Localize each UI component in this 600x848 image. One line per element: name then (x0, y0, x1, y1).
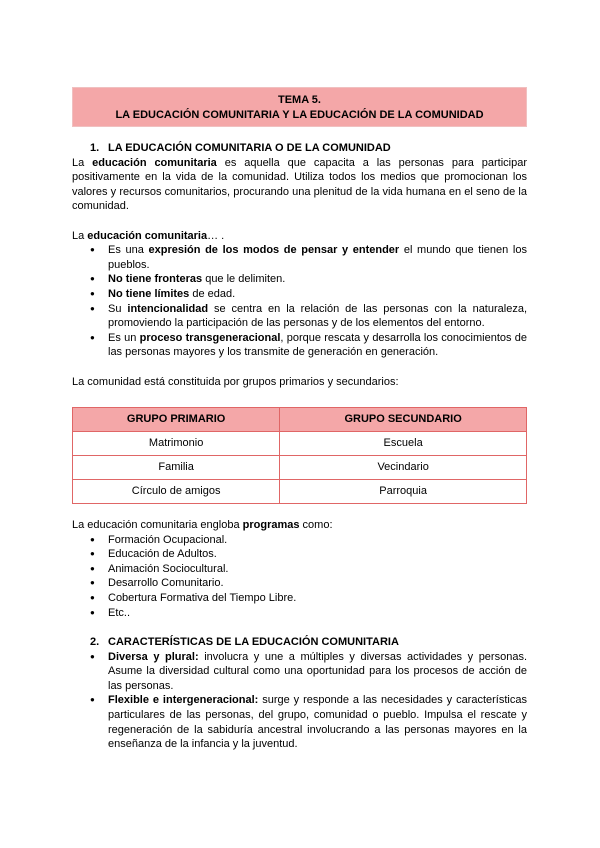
text: el mundo que tienen los pueblos. (108, 244, 527, 271)
groups-table (72, 407, 527, 504)
list-item (90, 693, 527, 751)
heading-text: CARACTERÍSTICAS DE LA EDUCACIÓN COMUNITARIA (108, 636, 399, 648)
heading-text: LA EDUCACIÓN COMUNITARIA O DE LA COMUNIDAD (108, 142, 391, 154)
list-item (90, 650, 527, 694)
programs-list (72, 533, 527, 621)
text: se centra en la relación de las personas con la naturaleza, promoviendo la participación de las personas y de los elementos del entorno. (108, 302, 527, 330)
list-item (90, 302, 527, 331)
list-item (90, 331, 527, 360)
list-item (90, 243, 527, 272)
list-item: ● Animación Sociocultural. (90, 562, 527, 577)
table-header-row (73, 408, 527, 432)
title-line-2: LA EDUCACIÓN COMUNITARIA Y LA EDUCACIÓN DE LA COMUNIDAD (115, 109, 484, 121)
text: , porque rescata y desarrolla los conocimientos de las personas mayores y los transmite de generación en generación. (108, 331, 528, 359)
cell: Vecindario (280, 456, 527, 480)
list-item: ● Etc.. (90, 606, 527, 621)
features-list (72, 650, 527, 752)
cell: Parroquia (280, 480, 527, 504)
text: de edad. (189, 287, 236, 300)
text: Es un (108, 331, 140, 344)
table-row (73, 480, 527, 504)
bold-term: No tiene límites (108, 287, 190, 300)
groups-table-wrap (72, 407, 527, 504)
cell: Círculo de amigos (73, 480, 280, 504)
header-primary: GRUPO PRIMARIO (73, 408, 280, 432)
text: La (72, 229, 88, 242)
text: Su (108, 302, 128, 315)
list-item: ● Desarrollo Comunitario. (90, 576, 527, 591)
section-2-heading (72, 635, 527, 650)
section-1 (72, 141, 527, 389)
community-text: La comunidad está constituida por grupos primarios y secundarios: (72, 375, 399, 388)
text: que le delimiten. (202, 273, 286, 286)
text: … . (207, 229, 225, 242)
definition-paragraph (72, 156, 527, 214)
header-secondary: GRUPO SECUNDARIO (280, 408, 527, 432)
section-1-heading (72, 141, 527, 156)
title-box (72, 87, 527, 127)
list-item: ● Formación Ocupacional. (90, 533, 527, 548)
bold-term: educación comunitaria (87, 229, 208, 242)
table-row (73, 456, 527, 480)
bold-term: No tiene fronteras (108, 273, 203, 286)
text: La (72, 156, 93, 169)
list-item (90, 272, 527, 287)
cell: Escuela (280, 432, 527, 456)
title-line-1: TEMA 5. (278, 94, 321, 106)
cell: Familia (73, 456, 280, 480)
table-row (73, 432, 527, 456)
section-number: 1. (90, 142, 100, 154)
text: La educación comunitaria engloba (72, 519, 243, 531)
text: surge y responde a las necesidades y características particulares de las personas, del grupo, comunidad o pueblo. Impulsa el rescate y regeneración de la sabiduría ancestral involucrando a las personas mayores en la enseñanza de la infancia y la juventud. (108, 694, 527, 751)
bold-term: expresión de los modos de pensar y entender (148, 244, 400, 257)
list-item: ● Cobertura Formativa del Tiempo Libre. (90, 591, 527, 606)
bold-term: programas (242, 519, 300, 531)
programs-intro (72, 518, 527, 533)
bold-term: intencionalidad (127, 302, 209, 315)
text: Es una (108, 244, 149, 257)
section-number: 2. (90, 636, 100, 648)
list-item (90, 287, 527, 302)
bold-term: Flexible e intergeneracional: (108, 694, 259, 707)
characteristics-list (72, 243, 527, 360)
bold-term: educación comunitaria (92, 156, 217, 169)
section-2 (72, 635, 527, 752)
text: es aquella que capacita a las personas para participar positivamente en la vida de la comunidad. Utiliza todos los medios que promocionan los valores y recursos comunitarios, procurando una plenitud de la vida humana en el seno de la comunidad. (72, 156, 527, 213)
bold-term: Diversa y plural: (108, 650, 199, 663)
text: como: (299, 519, 333, 531)
bold-term: proceso transgeneracional (139, 331, 281, 344)
list-item: ● Educación de Adultos. (90, 547, 527, 562)
intro-line (72, 229, 527, 244)
programs-block (72, 518, 527, 620)
cell: Matrimonio (73, 432, 280, 456)
text: involucra y une a múltiples y diversas actividades y personas. Asume la diversidad cultural como una oportunidad para los procesos de acción de las personas. (108, 650, 527, 692)
